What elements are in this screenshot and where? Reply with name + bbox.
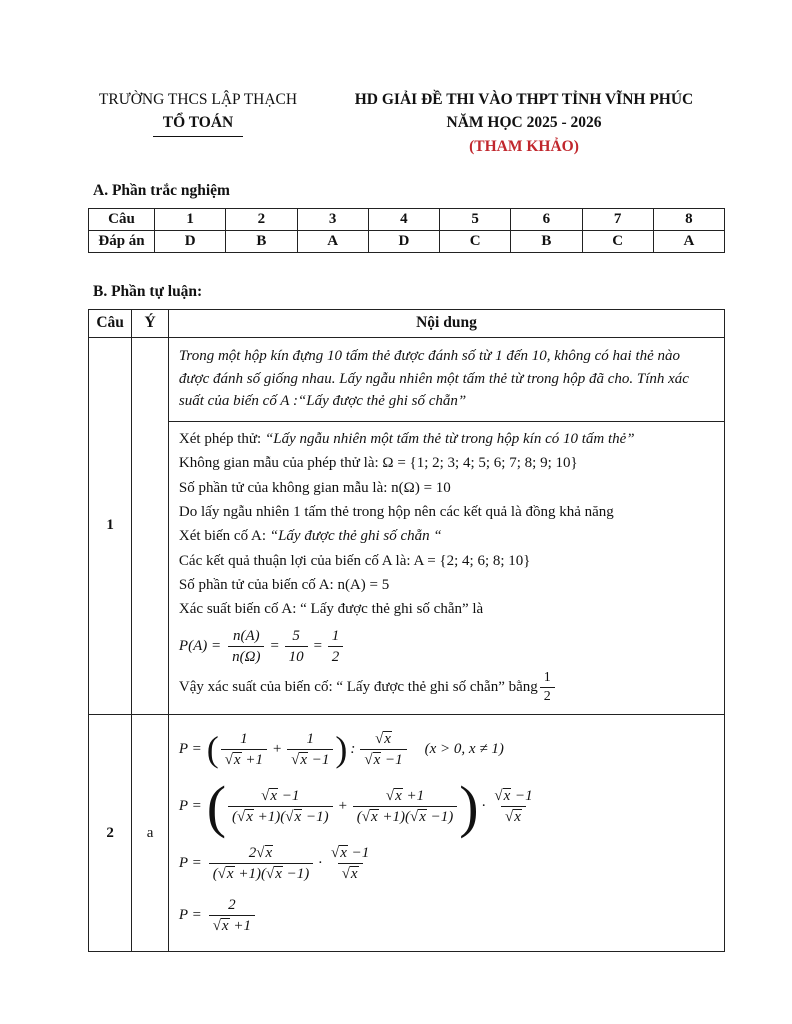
fraction: $\frac{√x -1}{(√x +1)(√x -1)}$ (228, 787, 333, 826)
fraction: $\frac{n(A)}{n(\Omega)}$ (228, 627, 264, 666)
department-name: TỔ TOÁN (153, 111, 244, 136)
mc-answer-cell: D (368, 230, 439, 252)
doc-title: HD GIẢI ĐỀ THI VÀO THPT TỈNH VĨNH PHÚC (354, 91, 694, 108)
formula-result: P = $\frac{2}{√x +1}$ (179, 896, 714, 935)
solution-line: Xét biến cố A: “Lấy được thẻ ghi số chẵn “ (178, 528, 442, 545)
essay-solutions-table (88, 309, 725, 953)
solution-line: Số phần tử của không gian mẫu là: n(Ω) = 10 (178, 479, 451, 496)
question-1-problem-statement: Trong một hộp kín đựng 10 tấm thẻ được đánh số từ 1 đến 10, không có hai thẻ nào được đánh số giống nhau. Lấy ngẫu nhiên một tấm thẻ từ trong hộp đã cho. Tính xác suất của biến cố A :“Lấy được thẻ ghi số chẵn” (169, 338, 724, 422)
mc-question-cell: 2 (226, 208, 297, 230)
header-left-block (74, 88, 322, 158)
question-2-row (89, 715, 725, 952)
fraction: $\frac{1}{√x +1}$ (221, 730, 267, 769)
fraction: $\frac{√x -1}{√x}$ (331, 845, 370, 883)
formula-step-3: P = $\frac{2√x}{(√x +1)(√x -1)}$ · $\frac{√x -1}{√x}$ (179, 844, 714, 883)
mc-question-cell: 4 (368, 208, 439, 230)
solution-line: Do lấy ngẫu nhiên 1 tấm thẻ trong hộp nên các kết quả là đồng khả năng (178, 504, 614, 521)
fraction: $\frac{1}{√x -1}$ (287, 730, 333, 769)
mc-answer-cell: D (155, 230, 226, 252)
mc-question-cell: 8 (653, 208, 724, 230)
mc-answer-row (89, 230, 725, 252)
document-header (74, 88, 726, 158)
close-paren: ) (459, 774, 479, 840)
open-paren: ( (206, 729, 219, 770)
quoted-event: “Lấy được thẻ ghi số chẵn “ (269, 528, 442, 545)
quoted-event: “Lấy ngẫu nhiên một tấm thẻ từ trong hộp kín có 10 tấm thẻ” (264, 431, 635, 448)
mc-answer-cell: A (653, 230, 724, 252)
open-paren: ( (206, 774, 227, 840)
section-a-heading: A. Phần trắc nghiệm (93, 181, 230, 199)
mc-question-cell: 6 (511, 208, 582, 230)
fraction: $\frac{√x}{√x -1}$ (360, 730, 406, 769)
question-1-solution (169, 422, 724, 714)
doc-reference-note: (THAM KHẢO) (469, 137, 579, 155)
solution-line: Các kết quả thuận lợi của biến cố A là: A = {2; 4; 6; 8; 10} (178, 552, 531, 569)
mc-answer-cell: C (440, 230, 511, 252)
question-1-content (168, 337, 724, 714)
column-header-cau: Câu (89, 309, 132, 337)
fraction: $\frac{√x -1}{√x}$ (494, 788, 533, 826)
fraction: $\frac{2√x}{(√x +1)(√x -1)}$ (209, 844, 314, 883)
fraction: $\frac{2}{√x +1}$ (209, 896, 255, 935)
doc-school-year: NĂM HỌC 2025 - 2026 (446, 114, 602, 132)
question-1-part (132, 337, 169, 714)
solution-conclusion: Vậy xác suất của biến cố: “ Lấy được thẻ ghi số chẵn” bằng $\frac{1}{2}$ (179, 670, 714, 707)
mc-answer-cell: B (226, 230, 297, 252)
fraction: $\frac{√x +1}{(√x +1)(√x -1)}$ (353, 787, 458, 826)
solution-line: Xét phép thử: “Lấy ngẫu nhiên một tấm thẻ từ trong hộp kín có 10 tấm thẻ” (178, 431, 635, 448)
solutions-table-header-row (89, 309, 725, 337)
close-paren: ) (335, 729, 348, 770)
formula-step-1: P = ( $\frac{1}{√x +1}$ + $\frac{1}{√x -1}$ ) : $\frac{√x}{√x -1}$ (x > 0, x ≠ 1) (178, 729, 504, 770)
mc-question-cell: 3 (297, 208, 368, 230)
question-2-content (168, 715, 724, 952)
mc-answer-cell: C (582, 230, 653, 252)
question-1-number: 1 (89, 337, 132, 714)
question-1-row (89, 337, 725, 714)
solution-line: Không gian mẫu của phép thử là: Ω = {1; 2; 3; 4; 5; 6; 7; 8; 9; 10} (178, 455, 578, 472)
header-right-block (322, 88, 726, 158)
fraction: $\frac{1}{2}$ (540, 670, 555, 707)
mc-header-cell: Đáp án (89, 230, 155, 252)
formula-step-2: P = ( $\frac{√x -1}{(√x +1)(√x -1)}$ + $\frac{√x +1}{(√x +1)(√x -1)}$ ) · $\frac{√x -1}{√x}$ (179, 782, 714, 831)
mc-question-cell: 5 (440, 208, 511, 230)
mc-question-cell: 1 (155, 208, 226, 230)
school-name: TRƯỜNG THCS LẬP THẠCH (98, 91, 298, 108)
solution-line: Xác suất biến cố A: “ Lấy được thẻ ghi số chẵn” là (178, 601, 484, 618)
question-2-number: 2 (89, 715, 132, 952)
column-header-noi-dung: Nội dung (168, 309, 724, 337)
mc-question-number-row (89, 208, 725, 230)
domain-condition: (x > 0, x ≠ 1) (424, 741, 504, 758)
question-2-part: a (132, 715, 169, 952)
column-header-y: Ý (132, 309, 169, 337)
mc-answer-cell: A (297, 230, 368, 252)
fraction: $\frac{1}{2}$ (328, 627, 344, 666)
mc-header-cell: Câu (89, 208, 155, 230)
solution-line: Số phần tử của biến cố A: n(A) = 5 (178, 576, 390, 593)
mc-answer-cell: B (511, 230, 582, 252)
multiple-choice-answer-table (88, 208, 725, 253)
fraction: $\frac{5}{10}$ (285, 627, 308, 666)
section-b-heading: B. Phần tự luận: (93, 282, 203, 300)
formula-probability: P(A) = $\frac{n(A)}{n(\Omega)}$ = $\frac{5}{10}$ = $\frac{1}{2}$ (179, 627, 714, 666)
mc-question-cell: 7 (582, 208, 653, 230)
document-body (88, 182, 725, 953)
